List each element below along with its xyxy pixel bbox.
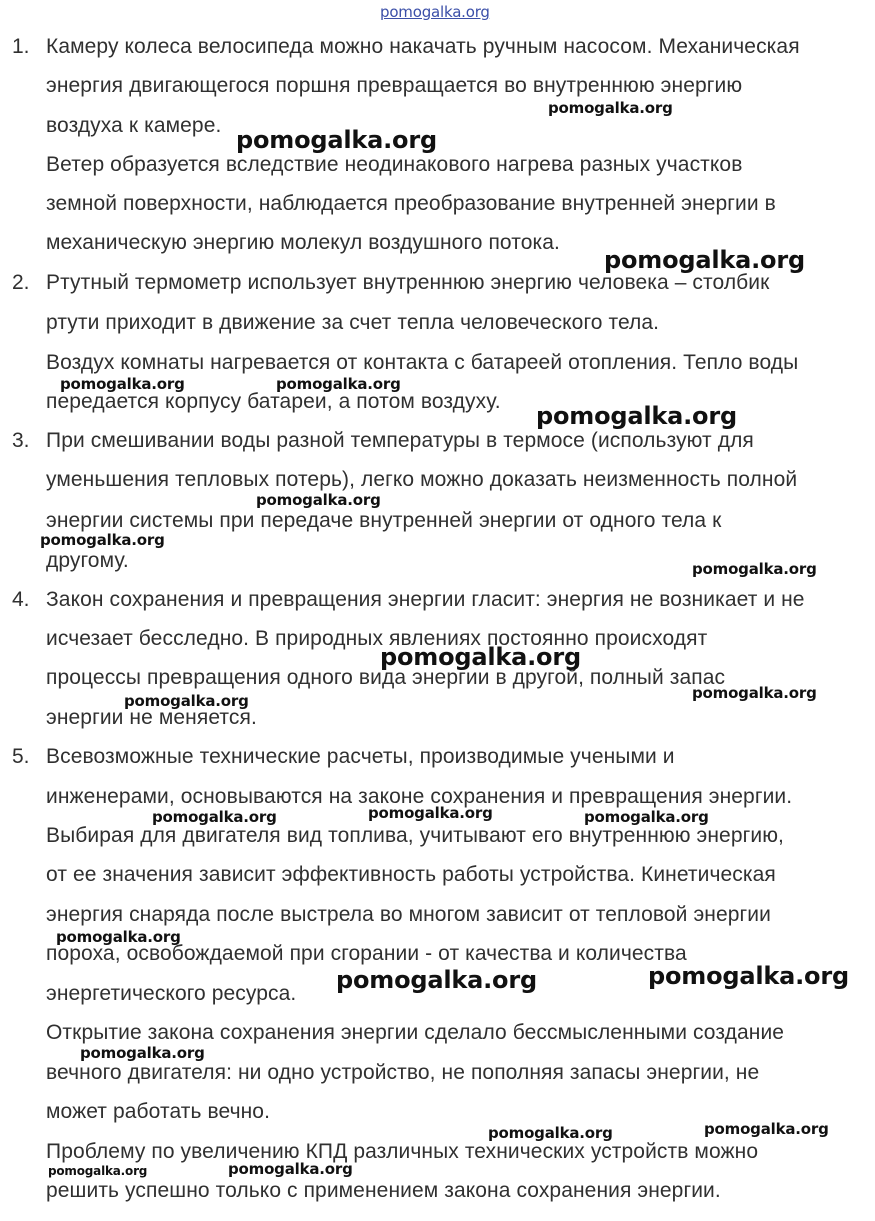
item-5-line-10: может работать вечно. — [46, 1100, 271, 1123]
item-5-line-12: решить успешно только с применением закона сохранения энергии. — [46, 1179, 721, 1202]
item-5-line-2: инженерами, основываются на законе сохранения и превращения энергии. — [46, 785, 793, 808]
watermark: pomogalka.org — [56, 928, 181, 946]
watermark: pomogalka.org — [604, 246, 805, 274]
item-5-line-1: Всевозможные технические расчеты, производимые учеными и — [46, 745, 675, 768]
site-header-link[interactable]: pomogalka.org — [380, 3, 490, 21]
watermark: pomogalka.org — [692, 560, 817, 578]
watermark: pomogalka.org — [124, 692, 249, 710]
watermark: pomogalka.org — [236, 126, 437, 154]
item-5-line-3: Выбирая для двигателя вид топлива, учитывают его внутреннюю энергию, — [46, 824, 784, 847]
watermark: pomogalka.org — [336, 966, 537, 994]
item-4-line-2: исчезает бесследно. В природных явлениях постоянно происходят — [46, 627, 708, 650]
watermark: pomogalka.org — [256, 491, 381, 509]
item-3-line-4: другому. — [46, 549, 129, 572]
watermark: pomogalka.org — [276, 375, 401, 393]
item-5-line-7: энергетического ресурса. — [46, 982, 297, 1005]
item-1-line-2: энергия двигающегося поршня превращается во внутреннюю энергию — [46, 74, 743, 97]
item-5-line-9: вечного двигателя: ни одно устройство, не пополняя запасы энергии, не — [46, 1061, 760, 1084]
item-1-line-3: воздуха к камере. — [46, 114, 222, 137]
watermark: pomogalka.org — [648, 962, 849, 990]
item-1-line-4: Ветер образуется вследствие неодинакового нагрева разных участков — [46, 153, 743, 176]
item-2-line-3: Воздух комнаты нагревается от контакта с батареей отопления. Тепло воды — [46, 351, 799, 374]
watermark: pomogalka.org — [40, 531, 165, 549]
item-5-line-5: энергия снаряда после выстрела во многом зависит от тепловой энергии — [46, 903, 771, 926]
watermark: pomogalka.org — [692, 684, 817, 702]
item-4-line-1: Закон сохранения и превращения энергии гласит: энергия не возникает и не — [46, 588, 805, 611]
item-3-line-2: уменьшения тепловых потерь), легко можно доказать неизменность полной — [46, 468, 798, 491]
watermark: pomogalka.org — [228, 1160, 353, 1178]
item-1-line-1: Камеру колеса велосипеда можно накачать ручным насосом. Механическая — [46, 35, 800, 58]
item-5-line-11: Проблему по увеличению КПД различных технических устройств можно — [46, 1140, 759, 1163]
watermark: pomogalka.org — [380, 643, 581, 671]
watermark: pomogalka.org — [152, 808, 277, 826]
watermark: pomogalka.org — [704, 1120, 829, 1138]
item-1-line-5: земной поверхности, наблюдается преобразование внутренней энергии в — [46, 192, 776, 215]
watermark: pomogalka.org — [60, 375, 185, 393]
item-4-line-4: энергии не меняется. — [46, 706, 257, 729]
item-5-line-8: Открытие закона сохранения энергии сделало бессмысленными создание — [46, 1021, 785, 1044]
watermark: pomogalka.org — [584, 808, 709, 826]
watermark: pomogalka.org — [536, 402, 737, 430]
item-4-line-3: процессы превращения одного вида энергии в другой, полный запас — [46, 666, 726, 689]
item-2-line-1: Ртутный термометр использует внутреннюю энергию человека – столбик — [46, 271, 770, 294]
item-3-line-1: При смешивании воды разной температуры в термосе (используют для — [46, 429, 754, 452]
item-3-number: 3. — [12, 429, 30, 452]
item-2-line-2: ртути приходит в движение за счет тепла человеческого тела. — [46, 311, 660, 334]
watermark: pomogalka.org — [80, 1044, 205, 1062]
watermark: pomogalka.org — [368, 804, 493, 822]
watermark: pomogalka.org — [488, 1124, 613, 1142]
watermark: pomogalka.org — [548, 99, 673, 117]
item-2-number: 2. — [12, 271, 30, 294]
item-1-number: 1. — [12, 35, 30, 58]
item-4-number: 4. — [12, 588, 30, 611]
item-1-line-6: механическую энергию молекул воздушного потока. — [46, 231, 560, 254]
item-5-line-4: от ее значения зависит эффективность работы устройства. Кинетическая — [46, 863, 776, 886]
item-3-line-3: энергии системы при передаче внутренней энергии от одного тела к — [46, 509, 722, 532]
item-5-line-6: пороха, освобождаемой при сгорании - от качества и количества — [46, 942, 687, 965]
item-5-number: 5. — [12, 745, 30, 768]
item-2-line-4: передается корпусу батареи, а потом воздуху. — [46, 390, 501, 413]
watermark: pomogalka.org — [48, 1164, 148, 1178]
